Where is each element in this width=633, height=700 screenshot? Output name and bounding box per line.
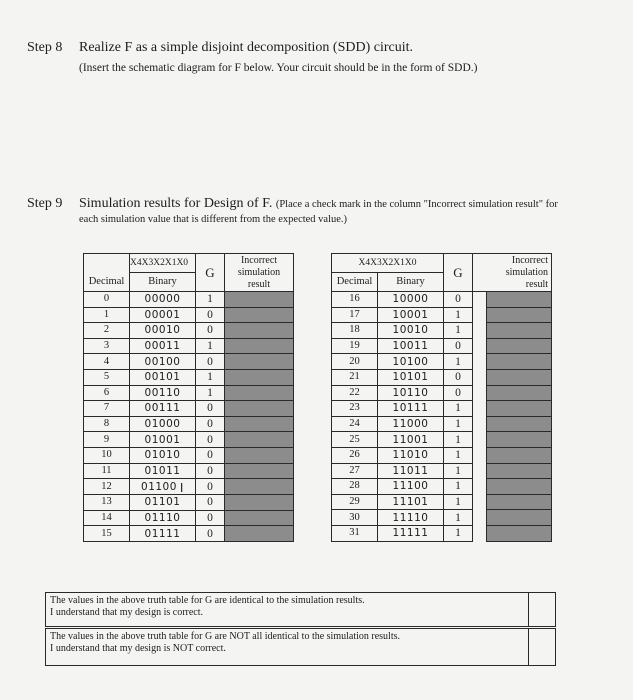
binary-cell: 10101 bbox=[378, 369, 444, 385]
g-value-cell: 0 bbox=[444, 385, 473, 401]
binary-cell: 00010 bbox=[130, 323, 196, 339]
decimal-cell: 27 bbox=[332, 463, 378, 479]
step-9-label: Step 9 bbox=[27, 196, 63, 211]
spacer-cell bbox=[473, 447, 487, 463]
decimal-cell: 30 bbox=[332, 510, 378, 526]
table-row bbox=[84, 323, 294, 339]
g-header-right: G bbox=[444, 254, 473, 292]
incorrect-header-line1: Incorrect bbox=[240, 255, 278, 266]
g-value-cell: 0 bbox=[196, 307, 225, 323]
confirm-correct-line1: The values in the above truth table for G are identical to the simulation results. bbox=[50, 595, 365, 606]
incorrect-result-cell[interactable] bbox=[225, 510, 294, 526]
incorrect-result-cell[interactable] bbox=[225, 447, 294, 463]
table-row bbox=[84, 510, 294, 526]
decimal-cell: 18 bbox=[332, 323, 378, 339]
confirm-incorrect-line1: The values in the above truth table for G are NOT all identical to the simulation results. bbox=[50, 631, 400, 642]
truth-table-right bbox=[331, 253, 552, 542]
incorrect-result-cell[interactable] bbox=[487, 307, 552, 323]
binary-cell: 01110 bbox=[130, 510, 196, 526]
incorrect-result-cell[interactable] bbox=[487, 510, 552, 526]
table-row bbox=[84, 447, 294, 463]
decimal-cell: 6 bbox=[84, 385, 130, 401]
incorrect-result-cell[interactable] bbox=[487, 416, 552, 432]
spacer-cell bbox=[473, 463, 487, 479]
decimal-cell: 9 bbox=[84, 432, 130, 448]
spacer-cell bbox=[473, 494, 487, 510]
decimal-cell: 24 bbox=[332, 416, 378, 432]
incorrect-result-cell[interactable] bbox=[225, 323, 294, 339]
incorrect-result-cell[interactable] bbox=[487, 494, 552, 510]
table-row bbox=[84, 463, 294, 479]
spacer-cell bbox=[473, 401, 487, 417]
decimal-header-right: Decimal bbox=[332, 273, 378, 292]
g-value-cell: 1 bbox=[444, 447, 473, 463]
binary-cell: 11110 bbox=[378, 510, 444, 526]
table-row bbox=[332, 432, 552, 448]
incorrect-result-cell[interactable] bbox=[487, 338, 552, 354]
g-value-cell: 1 bbox=[196, 338, 225, 354]
table-row bbox=[84, 401, 294, 417]
decimal-cell: 3 bbox=[84, 338, 130, 354]
g-value-cell: 1 bbox=[444, 416, 473, 432]
binary-cell: 11010 bbox=[378, 447, 444, 463]
confirm-incorrect-box[interactable] bbox=[45, 628, 556, 666]
step-9-title: Simulation results for Design of F. bbox=[79, 196, 273, 211]
binary-cell: 01100 I bbox=[130, 479, 196, 495]
incorrect-result-cell[interactable] bbox=[225, 479, 294, 495]
incorrect-header-right-line3: result bbox=[525, 279, 548, 290]
g-value-cell: 1 bbox=[444, 401, 473, 417]
binary-header: Binary bbox=[130, 273, 196, 292]
incorrect-result-cell[interactable] bbox=[487, 432, 552, 448]
incorrect-result-cell[interactable] bbox=[225, 432, 294, 448]
text-cursor-icon: I bbox=[179, 481, 184, 496]
incorrect-result-cell[interactable] bbox=[225, 369, 294, 385]
decimal-cell: 11 bbox=[84, 463, 130, 479]
spacer-cell bbox=[473, 307, 487, 323]
incorrect-result-cell[interactable] bbox=[225, 338, 294, 354]
incorrect-result-cell[interactable] bbox=[225, 526, 294, 542]
binary-cell: 00110 bbox=[130, 385, 196, 401]
spacer-cell bbox=[473, 432, 487, 448]
var-header-right: X4X3X2X1X0 bbox=[332, 254, 444, 273]
table-row bbox=[332, 292, 552, 308]
table-row bbox=[332, 479, 552, 495]
step-9-note: (Place a check mark in the column "Incorrect simulation result" for bbox=[275, 199, 558, 210]
table-row bbox=[332, 369, 552, 385]
table-row bbox=[84, 354, 294, 370]
g-value-cell: 1 bbox=[444, 463, 473, 479]
incorrect-result-cell[interactable] bbox=[225, 416, 294, 432]
spacer-cell bbox=[473, 510, 487, 526]
incorrect-result-cell[interactable] bbox=[487, 525, 552, 541]
incorrect-header-right-line2: simulation bbox=[505, 267, 548, 278]
decimal-cell: 29 bbox=[332, 494, 378, 510]
binary-cell: 11001 bbox=[378, 432, 444, 448]
binary-cell: 01011 bbox=[130, 463, 196, 479]
g-value-cell: 0 bbox=[196, 432, 225, 448]
binary-cell: 11101 bbox=[378, 494, 444, 510]
spacer-cell bbox=[473, 292, 487, 308]
table-row bbox=[84, 495, 294, 511]
table-row bbox=[84, 432, 294, 448]
g-value-cell: 0 bbox=[196, 495, 225, 511]
decimal-cell: 21 bbox=[332, 369, 378, 385]
table-row bbox=[332, 323, 552, 339]
incorrect-header bbox=[225, 254, 294, 292]
step-8-instruction: (Insert the schematic diagram for F below. Your circuit should be in the form of SDD.) bbox=[79, 62, 478, 74]
g-value-cell: 0 bbox=[444, 369, 473, 385]
decimal-cell: 19 bbox=[332, 338, 378, 354]
binary-cell: 01010 bbox=[130, 447, 196, 463]
decimal-cell: 23 bbox=[332, 401, 378, 417]
decimal-cell: 17 bbox=[332, 307, 378, 323]
spacer-cell bbox=[473, 525, 487, 541]
incorrect-result-cell[interactable] bbox=[487, 447, 552, 463]
incorrect-result-cell[interactable] bbox=[487, 354, 552, 370]
decimal-cell: 15 bbox=[84, 526, 130, 542]
decimal-cell: 22 bbox=[332, 385, 378, 401]
decimal-cell: 28 bbox=[332, 479, 378, 495]
incorrect-result-cell[interactable] bbox=[225, 292, 294, 308]
binary-cell: 01001 bbox=[130, 432, 196, 448]
g-value-cell: 1 bbox=[444, 494, 473, 510]
table-row bbox=[84, 479, 294, 495]
table-row bbox=[84, 526, 294, 542]
step-8-title: Realize F as a simple disjoint decomposition (SDD) circuit. bbox=[79, 40, 413, 55]
g-value-cell: 0 bbox=[196, 479, 225, 495]
table-row bbox=[332, 494, 552, 510]
confirm-correct-line2: I understand that my design is correct. bbox=[50, 607, 204, 618]
spacer-cell bbox=[473, 416, 487, 432]
incorrect-result-cell[interactable] bbox=[487, 369, 552, 385]
incorrect-result-cell[interactable] bbox=[487, 479, 552, 495]
confirm-incorrect-checkbox[interactable] bbox=[528, 628, 555, 666]
spacer-cell bbox=[473, 323, 487, 339]
table-row bbox=[84, 338, 294, 354]
binary-cell: 11011 bbox=[378, 463, 444, 479]
binary-cell: 00100 bbox=[130, 354, 196, 370]
table-row bbox=[332, 307, 552, 323]
g-value-cell: 1 bbox=[444, 307, 473, 323]
binary-cell: 00001 bbox=[130, 307, 196, 323]
incorrect-result-cell[interactable] bbox=[225, 307, 294, 323]
step-8 bbox=[27, 40, 478, 74]
table-row bbox=[332, 510, 552, 526]
spacer-cell bbox=[473, 354, 487, 370]
incorrect-result-cell[interactable] bbox=[225, 385, 294, 401]
binary-cell: 10011 bbox=[378, 338, 444, 354]
binary-cell: 01000 bbox=[130, 416, 196, 432]
g-value-cell: 1 bbox=[196, 369, 225, 385]
g-header: G bbox=[196, 254, 225, 292]
incorrect-result-cell[interactable] bbox=[225, 495, 294, 511]
decimal-cell: 1 bbox=[84, 307, 130, 323]
incorrect-result-cell[interactable] bbox=[487, 323, 552, 339]
decimal-cell: 10 bbox=[84, 447, 130, 463]
g-value-cell: 0 bbox=[196, 323, 225, 339]
table-row bbox=[84, 292, 294, 308]
step-9-note-line2: each simulation value that is different from the expected value.) bbox=[79, 214, 348, 225]
decimal-cell: 7 bbox=[84, 401, 130, 417]
binary-cell: 11000 bbox=[378, 416, 444, 432]
table-row bbox=[332, 416, 552, 432]
incorrect-header-line3: result bbox=[247, 279, 271, 290]
g-value-cell: 1 bbox=[444, 354, 473, 370]
binary-cell: 00011 bbox=[130, 338, 196, 354]
binary-cell: 01101 bbox=[130, 495, 196, 511]
table-row bbox=[332, 385, 552, 401]
decimal-cell: 12 bbox=[84, 479, 130, 495]
g-value-cell: 0 bbox=[196, 447, 225, 463]
spacer-cell bbox=[473, 385, 487, 401]
incorrect-header-right bbox=[473, 254, 552, 292]
g-value-cell: 1 bbox=[196, 292, 225, 308]
binary-cell: 10010 bbox=[378, 323, 444, 339]
var-header: X4X3X2X1X0 bbox=[130, 254, 196, 273]
decimal-cell: 25 bbox=[332, 432, 378, 448]
confirm-correct-checkbox[interactable] bbox=[528, 592, 555, 627]
decimal-cell: 13 bbox=[84, 495, 130, 511]
g-value-cell: 1 bbox=[196, 385, 225, 401]
table-row bbox=[332, 401, 552, 417]
decimal-cell: 31 bbox=[332, 525, 378, 541]
binary-cell: 01111 bbox=[130, 526, 196, 542]
truth-table-left bbox=[83, 253, 294, 542]
incorrect-result-cell[interactable] bbox=[487, 292, 552, 308]
incorrect-header-line2: simulation bbox=[237, 267, 281, 278]
g-value-cell: 0 bbox=[444, 338, 473, 354]
decimal-cell: 20 bbox=[332, 354, 378, 370]
incorrect-result-cell[interactable] bbox=[487, 463, 552, 479]
table-row bbox=[332, 525, 552, 541]
decimal-header-blank bbox=[84, 254, 130, 273]
table-row bbox=[332, 463, 552, 479]
table-row bbox=[84, 416, 294, 432]
binary-cell: 00101 bbox=[130, 369, 196, 385]
g-value-cell: 0 bbox=[196, 510, 225, 526]
g-value-cell: 1 bbox=[444, 432, 473, 448]
binary-cell: 10100 bbox=[378, 354, 444, 370]
binary-cell: 00000 bbox=[130, 292, 196, 308]
table-row bbox=[332, 354, 552, 370]
binary-cell: 00111 bbox=[130, 401, 196, 417]
g-value-cell: 0 bbox=[444, 292, 473, 308]
confirm-incorrect-line2: I understand that my design is NOT correct. bbox=[50, 643, 226, 654]
table-row bbox=[84, 369, 294, 385]
incorrect-header-right-line1: Incorrect bbox=[511, 255, 548, 266]
spacer-cell bbox=[473, 479, 487, 495]
g-value-cell: 0 bbox=[196, 354, 225, 370]
incorrect-result-cell[interactable] bbox=[487, 385, 552, 401]
binary-cell: 10111 bbox=[378, 401, 444, 417]
table-row bbox=[332, 338, 552, 354]
g-value-cell: 1 bbox=[444, 323, 473, 339]
g-value-cell: 0 bbox=[196, 416, 225, 432]
g-value-cell: 0 bbox=[196, 463, 225, 479]
decimal-cell: 0 bbox=[84, 292, 130, 308]
spacer-cell bbox=[473, 338, 487, 354]
incorrect-result-cell[interactable] bbox=[225, 354, 294, 370]
g-value-cell: 0 bbox=[196, 526, 225, 542]
incorrect-result-cell[interactable] bbox=[487, 401, 552, 417]
binary-cell: 10001 bbox=[378, 307, 444, 323]
g-value-cell: 1 bbox=[444, 510, 473, 526]
binary-cell: 10000 bbox=[378, 292, 444, 308]
decimal-cell: 5 bbox=[84, 369, 130, 385]
binary-cell: 10110 bbox=[378, 385, 444, 401]
g-value-cell: 1 bbox=[444, 525, 473, 541]
binary-header-right: Binary bbox=[378, 273, 444, 292]
decimal-cell: 2 bbox=[84, 323, 130, 339]
decimal-cell: 16 bbox=[332, 292, 378, 308]
decimal-cell: 8 bbox=[84, 416, 130, 432]
incorrect-result-cell[interactable] bbox=[225, 463, 294, 479]
incorrect-result-cell[interactable] bbox=[225, 401, 294, 417]
binary-cell: 11111 bbox=[378, 525, 444, 541]
step-8-label: Step 8 bbox=[27, 40, 63, 55]
g-value-cell: 1 bbox=[444, 479, 473, 495]
decimal-cell: 26 bbox=[332, 447, 378, 463]
step-9 bbox=[27, 196, 558, 225]
confirm-correct-box[interactable] bbox=[45, 592, 556, 627]
binary-cell: 11100 bbox=[378, 479, 444, 495]
decimal-cell: 4 bbox=[84, 354, 130, 370]
decimal-cell: 14 bbox=[84, 510, 130, 526]
table-row bbox=[84, 307, 294, 323]
table-row bbox=[84, 385, 294, 401]
spacer-cell bbox=[473, 369, 487, 385]
table-row bbox=[332, 447, 552, 463]
decimal-header: Decimal bbox=[84, 273, 130, 292]
g-value-cell: 0 bbox=[196, 401, 225, 417]
